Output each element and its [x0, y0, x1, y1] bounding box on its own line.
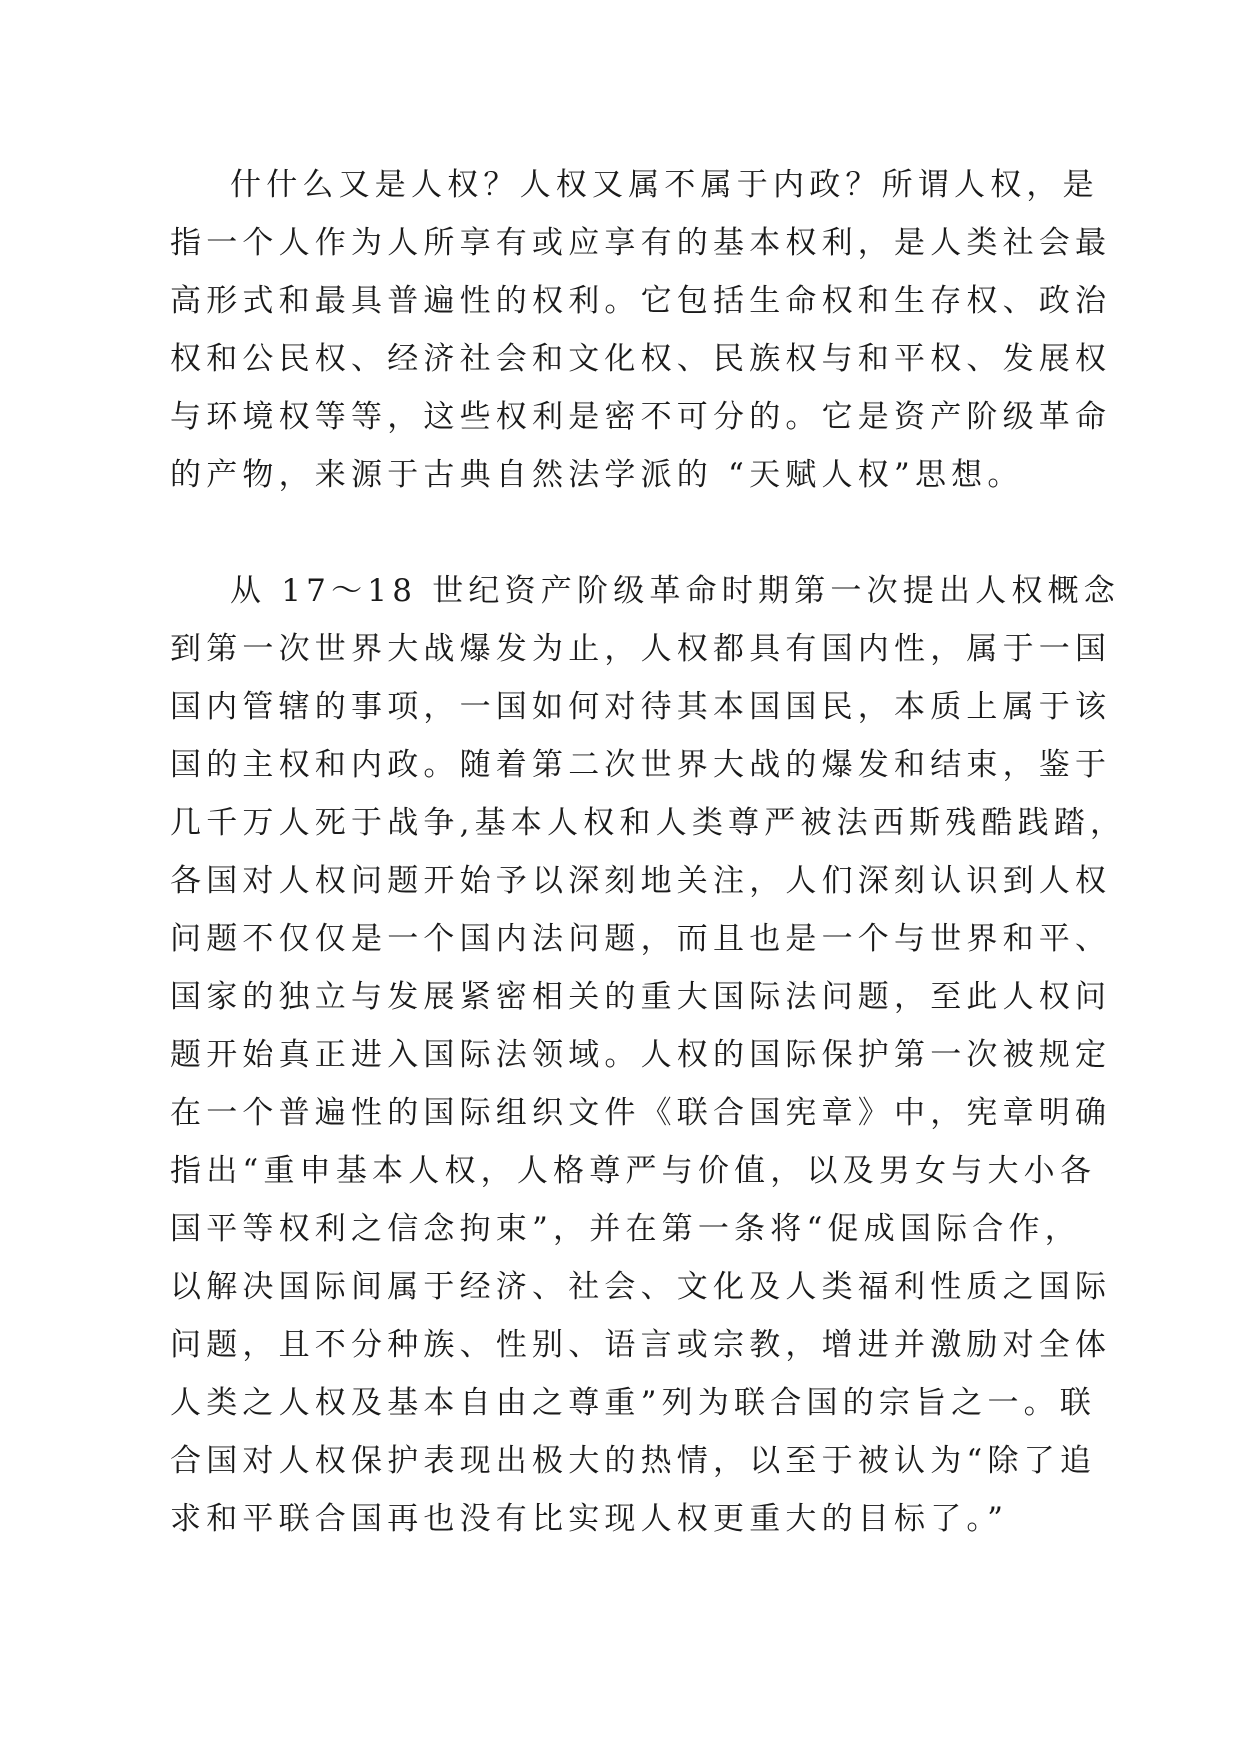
text-line: 人类之人权及基本自由之尊重”列为联合国的宗旨之一。联: [170, 1385, 1097, 1421]
text-line: 几千万人死于战争,基本人权和人类尊严被法西斯残酷践踏，: [170, 805, 1127, 841]
text-line: 国内管辖的事项，一国如何对待其本国国民，本质上属于该: [170, 689, 1112, 725]
text-line: 到第一次世界大战爆发为止，人权都具有国内性，属于一国: [170, 631, 1112, 667]
text-line: 国平等权利之信念拘束”，并在第一条将“促成国际合作，: [170, 1211, 1081, 1247]
text-line: 指出“重申基本人权，人格尊严与价值，以及男女与大小各: [170, 1153, 1097, 1189]
text-line: 与环境权等等，这些权利是密不可分的。它是资产阶级革命: [170, 399, 1112, 435]
text-line: 国家的独立与发展紧密相关的重大国际法问题，至此人权问: [170, 979, 1112, 1015]
text-line: 问题不仅仅是一个国内法问题，而且也是一个与世界和平、: [170, 921, 1112, 957]
text-line: 各国对人权问题开始予以深刻地关注，人们深刻认识到人权: [170, 863, 1112, 899]
text-line: 问题，且不分种族、性别、语言或宗教，增进并激励对全体: [170, 1327, 1112, 1363]
text-line: 在一个普遍性的国际组织文件《联合国宪章》中，宪章明确: [170, 1095, 1112, 1131]
text-line: 高形式和最具普遍性的权利。它包括生命权和生存权、政治: [170, 283, 1112, 319]
text-line: 从 17～18 世纪资产阶级革命时期第一次提出人权概念: [230, 573, 1120, 609]
text-line: 以解决国际间属于经济、社会、文化及人类福利性质之国际: [170, 1269, 1112, 1305]
text-line: 题开始真正进入国际法领域。人权的国际保护第一次被规定: [170, 1037, 1112, 1073]
text-line: 指一个人作为人所享有或应享有的基本权利，是人类社会最: [170, 225, 1112, 261]
text-line: 求和平联合国再也没有比实现人权更重大的目标了。”: [170, 1501, 1009, 1537]
text-line: 合国对人权保护表现出极大的热情，以至于被认为“除了追: [170, 1443, 1097, 1479]
text-line: 的产物，来源于古典自然法学派的 “天赋人权”思想。: [170, 457, 1024, 493]
text-line: 权和公民权、经济社会和文化权、民族权与和平权、发展权: [170, 341, 1112, 377]
text-line: 国的主权和内政。随着第二次世界大战的爆发和结束，鉴于: [170, 747, 1112, 783]
text-line: 什什么又是人权？人权又属不属于内政？所谓人权，是: [230, 167, 1099, 203]
